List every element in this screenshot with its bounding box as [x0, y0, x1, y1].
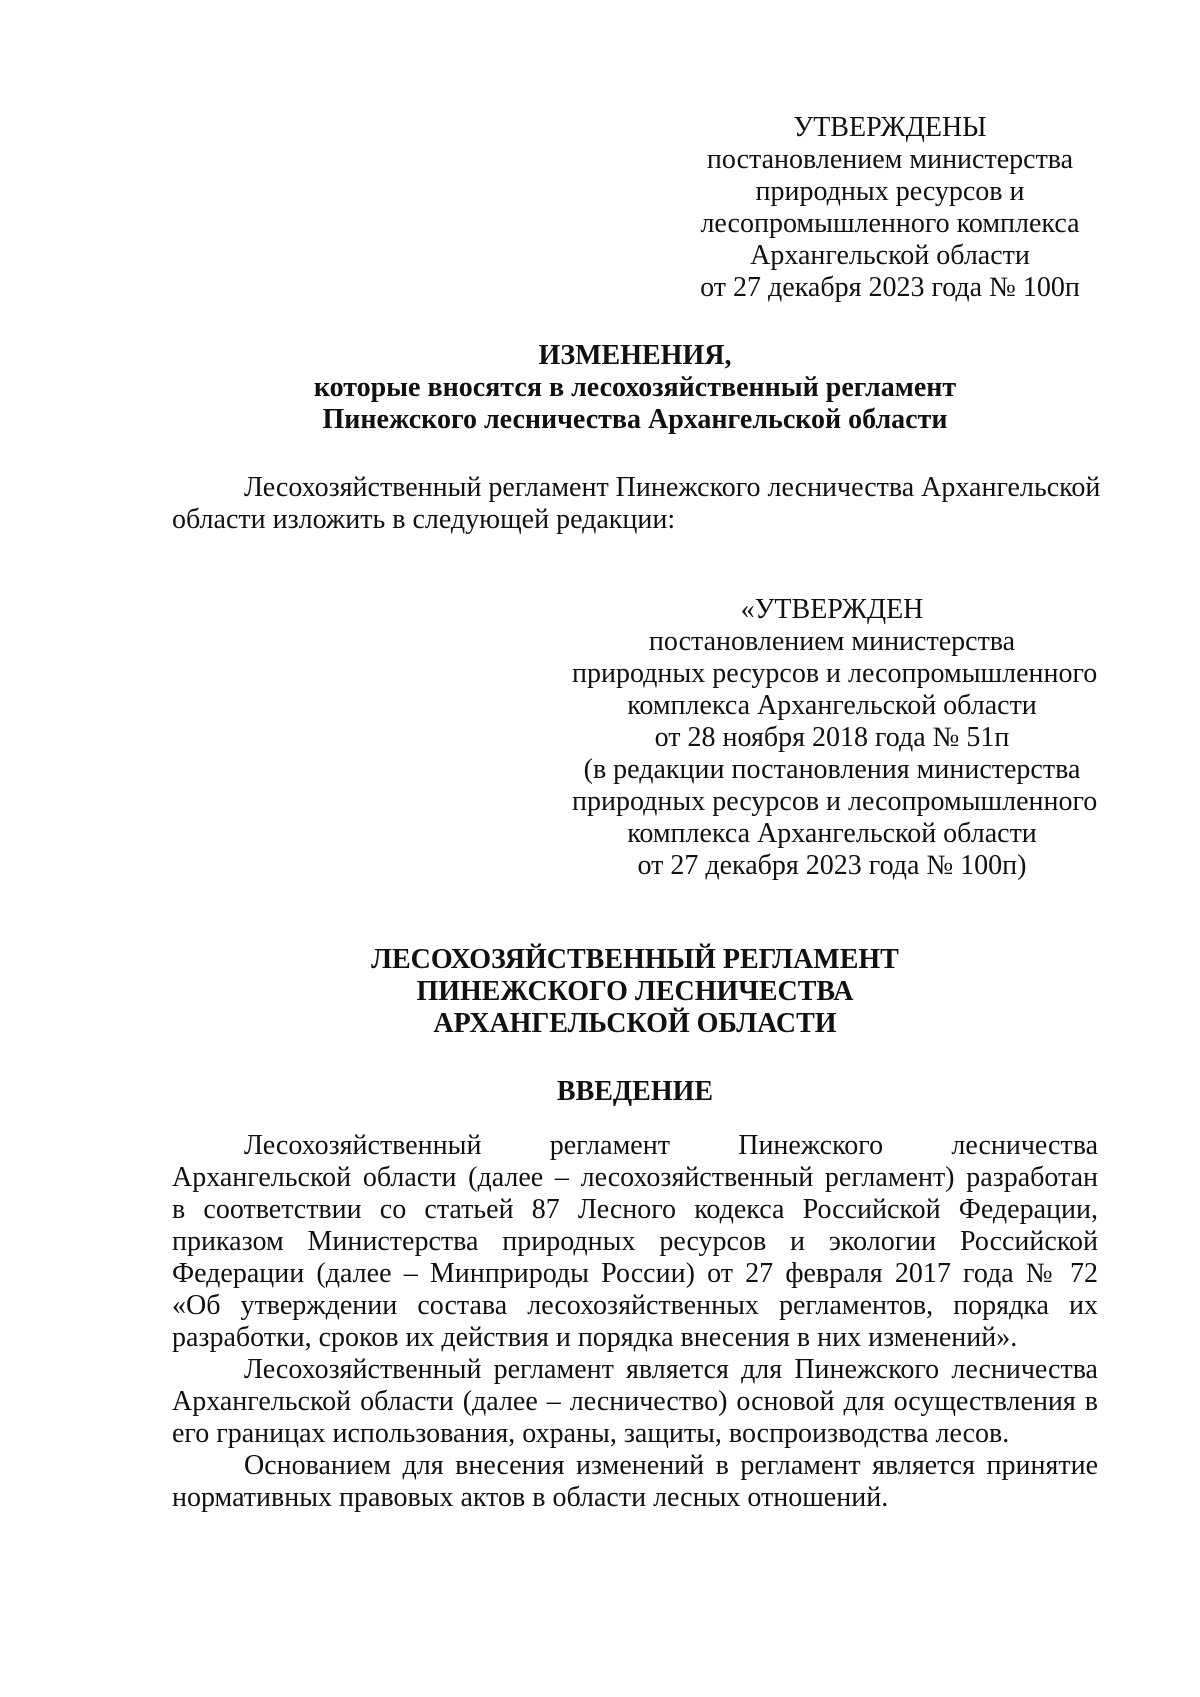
paragraph-line: Лесохозяйственный регламент Пинежского лесничества Архангельской	[244, 472, 1101, 503]
paragraph-line: разработки, сроков их действия и порядка внесения в них изменений».	[172, 1322, 1018, 1353]
paragraph-line: области изложить в следующей редакции:	[172, 504, 676, 535]
approval-line: Архангельской области	[750, 240, 1030, 271]
paragraph-line: приказом Министерства природных ресурсов и экологии Российской	[172, 1226, 1098, 1257]
approval-heading: УТВЕРЖДЕНЫ	[793, 112, 987, 143]
approval-line: постановлением министерства	[706, 144, 1074, 175]
paragraph-line: Лесохозяйственный регламент Пинежского лесничества	[244, 1130, 1098, 1161]
changes-subtitle-line: которые вносятся в лесохозяйственный регламент	[313, 372, 957, 403]
approval-line: природных ресурсов и лесопромышленного	[572, 786, 1098, 817]
regulation-title-line: ПИНЕЖСКОГО ЛЕСНИЧЕСТВА	[416, 976, 854, 1007]
approval-date-line: от 28 ноября 2018 года № 51п	[654, 722, 1010, 753]
paragraph-line: Федерации (далее – Минприроды России) от 27 февраля 2017 года № 72	[172, 1258, 1098, 1289]
approval-line: постановлением министерства	[648, 626, 1016, 657]
paragraph-line: Лесохозяйственный регламент является для Пинежского лесничества	[244, 1354, 1098, 1385]
paragraph-line: Основанием для внесения изменений в регламент является принятие	[244, 1450, 1098, 1481]
changes-subtitle-line: Пинежского лесничества Архангельской области	[322, 404, 948, 435]
regulation-title-line: АРХАНГЕЛЬСКОЙ ОБЛАСТИ	[433, 1008, 837, 1039]
paragraph-line: нормативных правовых актов в области лесных отношений.	[172, 1482, 889, 1513]
regulation-title-line: ЛЕСОХОЗЯЙСТВЕННЫЙ РЕГЛАМЕНТ	[371, 944, 899, 975]
paragraph-line: Архангельской области (далее – лесничество) основой для осуществления в	[172, 1386, 1098, 1417]
approval-line: природных ресурсов и лесопромышленного	[572, 658, 1098, 689]
approval-line: (в редакции постановления министерства	[583, 754, 1081, 785]
approval-line: лесопромышленного комплекса	[700, 208, 1080, 239]
approval-heading: «УТВЕРЖДЕН	[740, 594, 924, 625]
approval-line: комплекса Архангельской области	[627, 818, 1037, 849]
paragraph-line: его границах использования, охраны, защиты, воспроизводства лесов.	[172, 1418, 1010, 1449]
paragraph-line: в соответствии со статьей 87 Лесного кодекса Российской Федерации,	[172, 1194, 1098, 1225]
approval-date-line: от 27 декабря 2023 года № 100п	[700, 272, 1080, 303]
approval-line: природных ресурсов и	[755, 176, 1025, 207]
paragraph-line: Архангельской области (далее – лесохозяйственный регламент) разработан	[172, 1162, 1098, 1193]
approval-date-line: от 27 декабря 2023 года № 100п)	[637, 850, 1027, 881]
paragraph-line: «Об утверждении состава лесохозяйственных регламентов, порядка их	[172, 1290, 1098, 1321]
changes-heading: ИЗМЕНЕНИЯ,	[538, 340, 732, 371]
section-heading: ВВЕДЕНИЕ	[556, 1076, 714, 1107]
approval-line: комплекса Архангельской области	[627, 690, 1037, 721]
